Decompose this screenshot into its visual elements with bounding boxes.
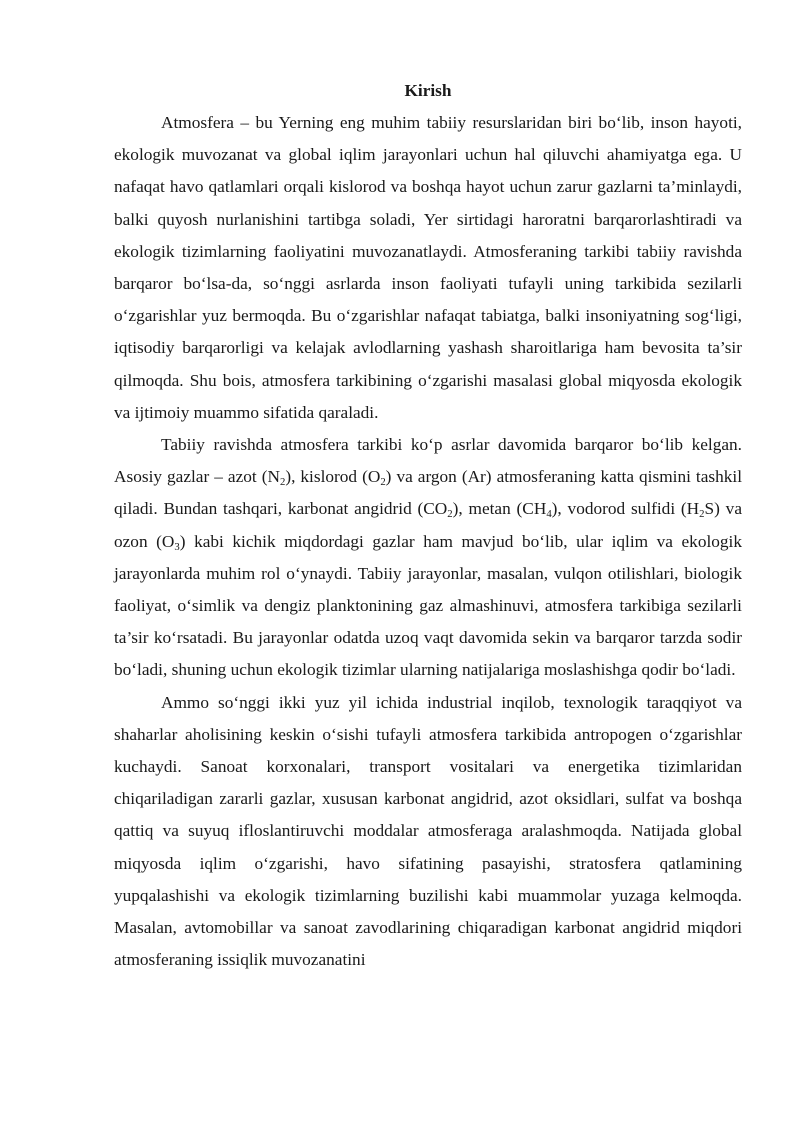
subscript: 2 bbox=[699, 508, 705, 521]
text-run: Ammo so‘nggi ikki yuz yil ichida industrial inqilob, texnologik taraqqiyot va shaharlar aholisining keskin o‘sishi tufayli atmosfera tarkibida antropogen o‘zgarishlar kuchaydi. Sanoat korxonalari, transport vositalari va energetika tizimlaridan chiqariladigan zararli gazlar, xususan karbonat angidrid, azot oksidlari, sulfat va boshqa qattiq va suyuq ifloslantiruvchi moddalar atmosferaga aralashmoqda. Natijada global miqyosda iqlim o‘zgarishi, havo sifatining pasayishi, stratosfera qatlamining yupqalashishi va ekologik tizimlarning buzilishi kabi muammolar yuzaga kelmoqda. Masalan, avtomobillar va sanoat zavodlarining chiqaradigan karbonat angidrid miqdori atmosferaning issiqlik muvozanatini bbox=[114, 692, 742, 970]
document-body bbox=[114, 75, 742, 976]
text-run: ) kabi kichik miqdordagi gazlar ham mavjud bo‘lib, ular iqlim va ekologik jarayonlarda muhim rol o‘ynaydi. Tabiiy jarayonlar, masalan, vulqon otilishlari, biologik faoliyat, o‘simlik va dengiz planktonining gaz almashinuvi, atmosfera tarkibiga sezilarli ta’sir ko‘rsatadi. Bu jarayonlar odatda uzoq vaqt davomida sekin va barqaror tarzda sodir bo‘ladi, shuning uchun ekologik tizimlar ularning natijalariga moslashishga qodir bo‘ladi. bbox=[114, 531, 742, 680]
paragraphs-container bbox=[114, 107, 742, 976]
text-run: ) va argon (Ar) atmosferaning katta qismini tashkil qiladi. Bundan tashqari, karbonat angidrid (CO bbox=[114, 467, 742, 519]
text-run: Tabiiy ravishda atmosfera tarkibi ko‘p asrlar davomida barqaror bo‘lib kelgan. Asosiy gazlar – azot (N bbox=[114, 435, 742, 487]
subscript: 2 bbox=[380, 476, 386, 489]
paragraph bbox=[114, 687, 742, 977]
paragraph bbox=[114, 107, 742, 429]
text-run: ), metan (CH bbox=[452, 499, 547, 519]
document-title: Kirish bbox=[404, 81, 452, 100]
text-run: ), vodorod sulfidi (H bbox=[551, 499, 700, 519]
subscript: 2 bbox=[447, 508, 453, 521]
paragraph bbox=[114, 429, 742, 687]
subscript: 4 bbox=[546, 508, 552, 521]
text-run: S) va ozon (O bbox=[114, 499, 742, 551]
text-run: Atmosfera – bu Yerning eng muhim tabiiy resurslaridan biri bo‘lib, inson hayoti, ekologik muvozanat va global iqlim jarayonlari uchun hal qiluvchi ahamiyatga ega. U nafaqat havo qatlamlari orqali kislorod va boshqa hayot uchun zarur gazlarni ta’minlaydi, balki quyosh nurlanishini tartibga soladi, Yer sirtidagi haroratni barqarorlashtiradi va ekologik tizimlarning faoliyatini muvozanatlaydi. Atmosferaning tarkibi tabiiy ravishda barqaror bo‘lsa-da, so‘nggi asrlarda inson faoliyati tufayli uning tarkibida sezilarli o‘zgarishlar yuz bermoqda. Bu o‘zgarishlar nafaqat tabiatga, balki insoniyatning sog‘ligi, iqtisodiy barqarorligi va kelajak avlodlarning yashash sharoitlariga ham bevosita ta’sir qilmoqda. Shu bois, atmosfera tarkibining o‘zgarishi masalasi global miqyosda ekologik va ijtimoiy muammo sifatida qaraladi. bbox=[114, 113, 742, 422]
text-run: ), kislorod (O bbox=[285, 467, 381, 487]
subscript: 3 bbox=[174, 540, 180, 553]
subscript: 2 bbox=[279, 476, 286, 489]
